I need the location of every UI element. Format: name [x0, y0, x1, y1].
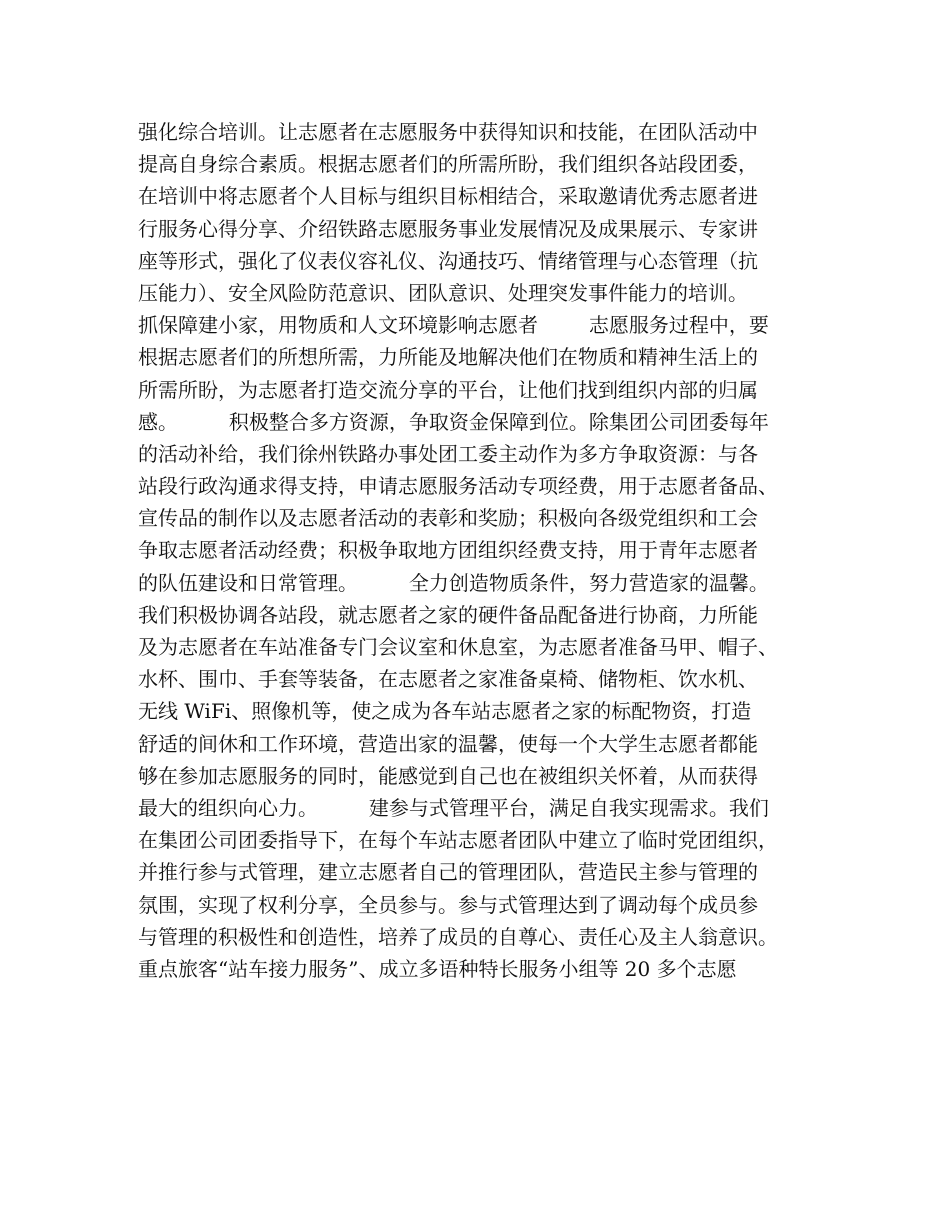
text-line: 舒适的间休和工作环境，营造出家的温馨，使每一个大学生志愿者都能	[138, 731, 758, 756]
text-line: 及为志愿者在车站准备专门会议室和休息室，为志愿者准备马甲、帽子、	[138, 635, 778, 659]
text-line: 根据志愿者们的所想所需，力所能及地解决他们在物质和精神生活上的	[138, 345, 758, 370]
text-line: 座等形式，强化了仪表仪容礼仪、沟通技巧、情绪管理与心态管理（抗	[138, 248, 758, 273]
text-line: 的队伍建设和日常管理。 全力创造物质条件，努力营造家的温馨。	[138, 570, 769, 595]
text-line: 我们积极协调各站段，就志愿者之家的硬件备品配备进行协商，力所能	[138, 602, 758, 627]
text-line: 无线 WiFi、照像机等，使之成为各车站志愿者之家的标配物资，打造	[138, 699, 752, 724]
text-line: 压能力）、安全风险防范意识、团队意识、处理突发事件能力的培训。	[138, 280, 748, 305]
body-text	[138, 116, 838, 985]
text-line: 的活动补给，我们徐州铁路办事处团工委主动作为多方争取资源：与各	[138, 441, 758, 466]
text-line: 够在参加志愿服务的同时，能感觉到自己也在被组织关怀着，从而获得	[138, 763, 758, 788]
text-line: 在集团公司团委指导下，在每个车站志愿者团队中建立了临时党团组织，	[138, 828, 778, 853]
text-line: 提高自身综合素质。根据志愿者们的所需所盼，我们组织各站段团委，	[138, 152, 758, 177]
text-line: 并推行参与式管理，建立志愿者自己的管理团队，营造民主参与管理的	[138, 860, 758, 885]
text-line: 宣传品的制作以及志愿者活动的表彰和奖励；积极向各级党组织和工会	[138, 506, 758, 531]
text-line: 重点旅客“站车接力服务”、成立多语种特长服务小组等 20 多个志愿	[138, 956, 737, 981]
text-line: 最大的组织向心力。 建参与式管理平台，满足自我实现需求。我们	[138, 795, 769, 820]
text-line: 与管理的积极性和创造性，培养了成员的自尊心、责任心及主人翁意识。	[138, 924, 778, 949]
text-line: 氛围，实现了权利分享，全员参与。参与式管理达到了调动每个成员参	[138, 892, 758, 917]
text-line: 强化综合培训。让志愿者在志愿服务中获得知识和技能，在团队活动中	[138, 120, 758, 144]
text-line: 在培训中将志愿者个人目标与组织目标相结合，采取邀请优秀志愿者进	[138, 184, 758, 209]
text-line: 感。 积极整合多方资源，争取资金保障到位。除集团公司团委每年	[138, 409, 769, 434]
text-line: 站段行政沟通求得支持，申请志愿服务活动专项经费，用于志愿者备品、	[138, 474, 778, 499]
text-line: 水杯、围巾、手套等装备，在志愿者之家准备桌椅、储物柜、饮水机、	[138, 667, 758, 692]
text-line: 抓保障建小家，用物质和人文环境影响志愿者 志愿服务过程中，要	[138, 313, 769, 338]
text-line: 争取志愿者活动经费；积极争取地方团组织经费支持，用于青年志愿者	[138, 538, 758, 563]
text-line: 行服务心得分享、介绍铁路志愿服务事业发展情况及成果展示、专家讲	[138, 216, 758, 241]
text-line: 所需所盼，为志愿者打造交流分享的平台，让他们找到组织内部的归属	[138, 377, 758, 402]
